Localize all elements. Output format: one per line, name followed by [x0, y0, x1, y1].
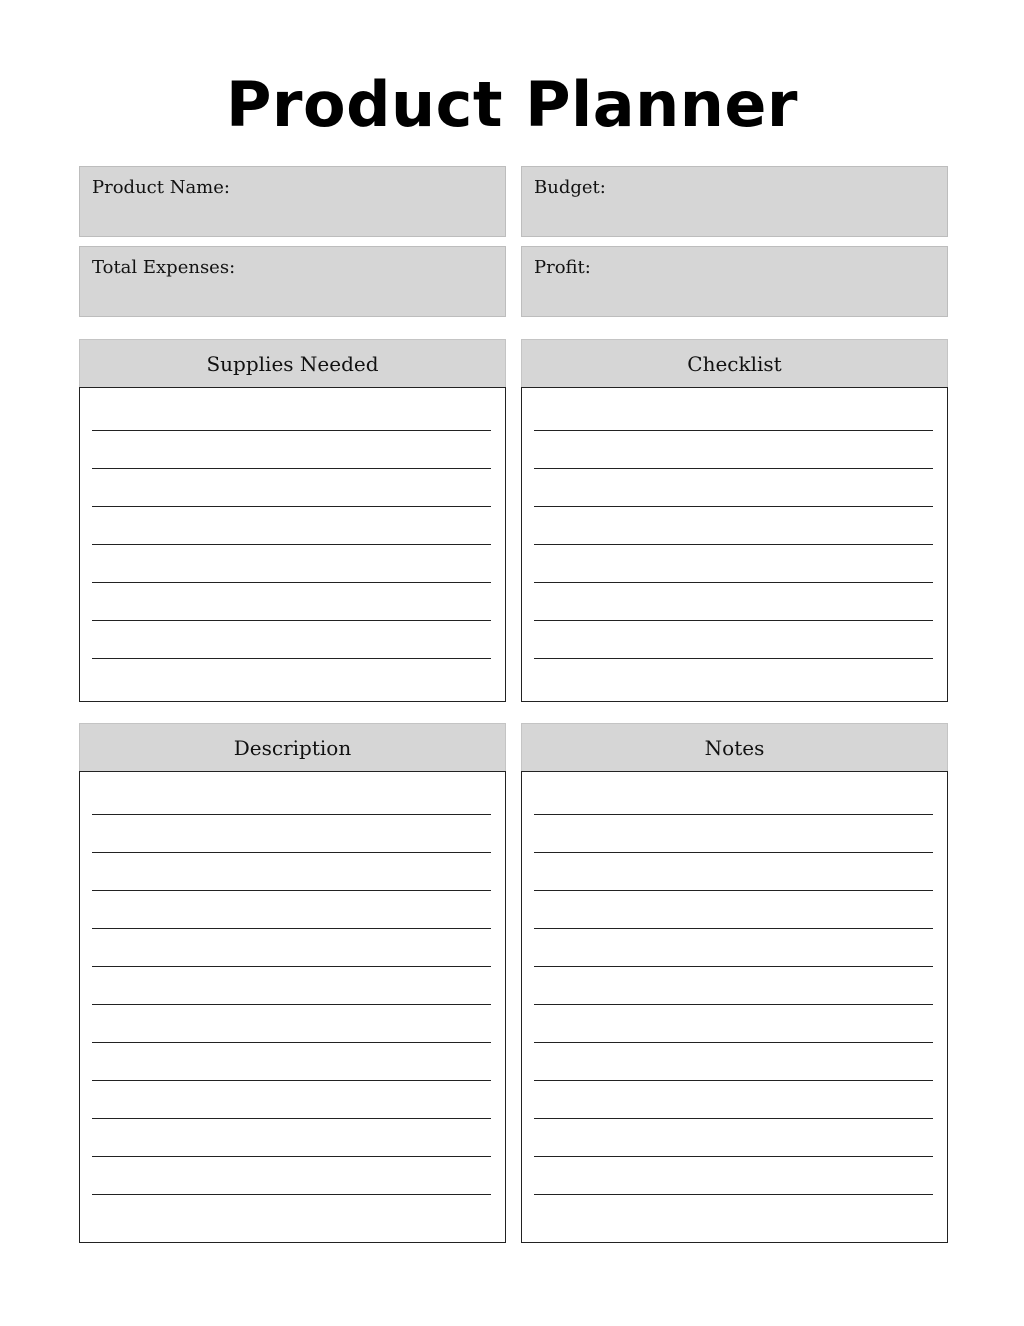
writing-line	[92, 620, 491, 621]
writing-line	[534, 430, 933, 431]
supplies-needed-area[interactable]	[79, 387, 506, 702]
writing-line	[534, 658, 933, 659]
writing-line	[92, 1194, 491, 1195]
writing-line	[534, 620, 933, 621]
writing-line	[92, 1042, 491, 1043]
checklist-area[interactable]	[521, 387, 948, 702]
description-header: Description	[79, 723, 506, 772]
writing-line	[534, 582, 933, 583]
writing-line	[534, 890, 933, 891]
writing-line	[92, 582, 491, 583]
writing-line	[92, 852, 491, 853]
writing-line	[534, 1042, 933, 1043]
writing-line	[534, 1194, 933, 1195]
writing-line	[534, 928, 933, 929]
writing-line	[534, 506, 933, 507]
profit-field[interactable]	[521, 246, 948, 317]
writing-line	[92, 928, 491, 929]
writing-line	[92, 814, 491, 815]
writing-line	[534, 1004, 933, 1005]
writing-line	[92, 1118, 491, 1119]
budget-label: Budget:	[534, 177, 606, 198]
writing-line	[92, 506, 491, 507]
writing-line	[92, 1156, 491, 1157]
total-expenses-label: Total Expenses:	[92, 257, 236, 278]
writing-line	[92, 966, 491, 967]
writing-line	[534, 1118, 933, 1119]
writing-line	[534, 1156, 933, 1157]
writing-line	[92, 1004, 491, 1005]
writing-line	[92, 468, 491, 469]
page-title: Product Planner	[225, 68, 799, 141]
writing-line	[534, 544, 933, 545]
writing-line	[92, 890, 491, 891]
writing-line	[534, 1080, 933, 1081]
writing-line	[92, 544, 491, 545]
writing-line	[92, 1080, 491, 1081]
profit-label: Profit:	[534, 257, 591, 278]
product-name-field[interactable]	[79, 166, 506, 237]
checklist-header: Checklist	[521, 339, 948, 388]
writing-line	[92, 430, 491, 431]
writing-line	[534, 468, 933, 469]
supplies-needed-header: Supplies Needed	[79, 339, 506, 388]
notes-area[interactable]	[521, 771, 948, 1243]
product-name-label: Product Name:	[92, 177, 230, 198]
description-area[interactable]	[79, 771, 506, 1243]
budget-field[interactable]	[521, 166, 948, 237]
writing-line	[534, 814, 933, 815]
writing-line	[534, 966, 933, 967]
notes-header: Notes	[521, 723, 948, 772]
writing-line	[534, 852, 933, 853]
writing-line	[92, 658, 491, 659]
total-expenses-field[interactable]	[79, 246, 506, 317]
